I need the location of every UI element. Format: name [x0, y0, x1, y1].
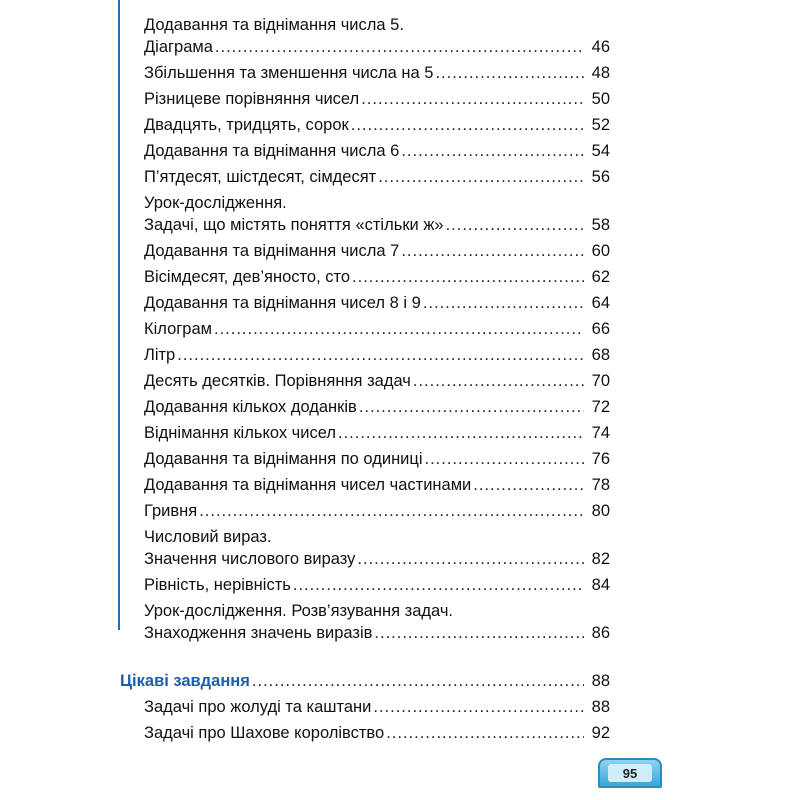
toc-entry[interactable] [144, 114, 610, 136]
toc-entry-line [144, 114, 610, 136]
section-entries [120, 696, 610, 744]
toc-entry-page: 60 [591, 242, 610, 260]
toc-entry[interactable] [144, 722, 610, 744]
toc-entry-title: Задачі про Шахове королівство [144, 724, 385, 742]
toc-entry[interactable] [144, 344, 610, 366]
toc-entry-title: Вісімдесят, дев’яносто, сто [144, 268, 351, 286]
toc-entry-page: 74 [591, 424, 610, 442]
page-number: 95 [608, 764, 652, 782]
toc-entry-page: 68 [591, 346, 610, 364]
toc-entry[interactable] [144, 140, 610, 162]
toc-entry-page: 48 [591, 64, 610, 82]
toc-entry-page: 88 [591, 698, 610, 716]
dot-leader [215, 36, 584, 58]
toc-entry-line [144, 574, 610, 596]
toc-entry[interactable] [144, 318, 610, 340]
toc-entry-line [144, 62, 610, 84]
dot-leader [177, 344, 584, 366]
dot-leader [413, 370, 584, 392]
toc-entry-title: П’ятдесят, шістдесят, сімдесят [144, 168, 377, 186]
toc-entry-line [144, 36, 610, 58]
toc-entry-line [144, 500, 610, 522]
toc-entry-title: Десять десятків. Порівняння задач [144, 372, 411, 390]
toc-entry-page: 52 [591, 116, 610, 134]
section-title: Цікаві завдання [120, 672, 250, 690]
toc-entry[interactable] [144, 696, 610, 718]
toc-entry[interactable] [144, 240, 610, 262]
toc-entry-title: Гривня [144, 502, 198, 520]
toc-entry[interactable] [144, 370, 610, 392]
toc-entry[interactable] [144, 526, 610, 570]
dot-leader [359, 396, 584, 418]
section-heading[interactable] [120, 670, 610, 692]
dot-leader [425, 448, 584, 470]
toc-entry[interactable] [144, 422, 610, 444]
dot-leader [373, 696, 584, 718]
toc-entry[interactable] [144, 574, 610, 596]
toc-entry[interactable] [144, 448, 610, 470]
toc-entry-page: 64 [591, 294, 610, 312]
toc-entry-page: 70 [591, 372, 610, 390]
toc-entry[interactable] [144, 88, 610, 110]
toc-entry-title: Додавання та віднімання чисел 8 і 9 [144, 294, 421, 312]
toc-entry-page: 92 [591, 724, 610, 742]
toc-entry[interactable] [144, 600, 610, 644]
toc-entry-line [144, 548, 610, 570]
toc-entry-title-line: Урок-дослідження. [144, 194, 287, 212]
toc-entry-title: Збільшення та зменшення числа на 5 [144, 64, 434, 82]
toc-entry[interactable] [144, 474, 610, 496]
dot-leader [338, 422, 584, 444]
dot-leader [401, 240, 584, 262]
section-page: 88 [591, 672, 610, 690]
toc-entry-page: 76 [591, 450, 610, 468]
toc-entry-title-line: Додавання та віднімання числа 5. [144, 16, 404, 34]
toc-entry-line [144, 240, 610, 262]
toc-entry-title: Двадцять, тридцять, сорок [144, 116, 349, 134]
toc-entry-line [144, 266, 610, 288]
toc-entry-title-line: Урок-дослідження. Розв’язування задач. [144, 602, 454, 620]
dot-leader [252, 670, 584, 692]
toc-entry-line [144, 370, 610, 392]
toc-entry[interactable] [144, 396, 610, 418]
toc-entry-line [144, 140, 610, 162]
toc-entry-line [144, 318, 610, 340]
toc-entry-title: Додавання та віднімання чисел частинами [144, 476, 472, 494]
toc-entry-title: Діаграма [144, 38, 213, 56]
toc-entry-page: 54 [591, 142, 610, 160]
toc-entry-title: Додавання та віднімання числа 7 [144, 242, 400, 260]
dot-leader [378, 166, 584, 188]
toc-entry-title-line: Числовий вираз. [144, 528, 272, 546]
toc-entry-page: 78 [591, 476, 610, 494]
toc-entry-page: 62 [591, 268, 610, 286]
dot-leader [423, 292, 584, 314]
dot-leader [473, 474, 584, 496]
toc-entry-line [144, 722, 610, 744]
toc-entry-line [144, 474, 610, 496]
toc-entry[interactable] [144, 192, 610, 236]
toc-entries [120, 14, 610, 644]
dot-leader [352, 266, 584, 288]
dot-leader [401, 140, 584, 162]
toc-entry-title: Значення числового виразу [144, 550, 356, 568]
toc-entry-page: 84 [591, 576, 610, 594]
toc-entry[interactable] [144, 292, 610, 314]
toc-entry-title: Рівність, нерівність [144, 576, 291, 594]
toc-entry-line [144, 422, 610, 444]
toc-entry-title: Літр [144, 346, 176, 364]
toc-entry-title: Додавання та віднімання по одиниці [144, 450, 423, 468]
page-number-badge [598, 758, 662, 788]
toc-entry-line [144, 292, 610, 314]
toc-entry-line [144, 696, 610, 718]
toc-entry-line [144, 396, 610, 418]
toc-entry-line [144, 344, 610, 366]
toc-entry-line [144, 622, 610, 644]
toc-entry-title: Додавання та віднімання числа 6 [144, 142, 400, 160]
toc-entry-page: 72 [591, 398, 610, 416]
toc-entry[interactable] [144, 266, 610, 288]
toc-entry-page: 46 [591, 38, 610, 56]
dot-leader [446, 214, 584, 236]
toc-entry-line [144, 214, 610, 236]
toc-entry-page: 66 [591, 320, 610, 338]
toc-entry-title: Задачі про жолуді та каштани [144, 698, 372, 716]
toc-entry[interactable] [144, 166, 610, 188]
toc-entry[interactable] [144, 62, 610, 84]
toc-entry-page: 82 [591, 550, 610, 568]
toc-entry-page: 56 [591, 168, 610, 186]
toc-entry-page: 80 [591, 502, 610, 520]
toc-entry[interactable] [144, 14, 610, 58]
toc-entry-page: 50 [591, 90, 610, 108]
dot-leader [357, 548, 584, 570]
toc-entry-title: Кілограм [144, 320, 212, 338]
toc-entry-line [144, 88, 610, 110]
dot-leader [214, 318, 584, 340]
dot-leader [199, 500, 584, 522]
toc-entry-page: 86 [591, 624, 610, 642]
toc-entry-line [144, 448, 610, 470]
toc-entry-line [144, 166, 610, 188]
toc-entry-title: Різницеве порівняння чисел [144, 90, 360, 108]
dot-leader [293, 574, 584, 596]
dot-leader [386, 722, 584, 744]
dot-leader [374, 622, 584, 644]
toc-entry-title: Віднімання кількох чисел [144, 424, 336, 442]
table-of-contents [120, 14, 610, 748]
toc-entry-page: 58 [591, 216, 610, 234]
dot-leader [435, 62, 584, 84]
toc-entry-title: Задачі, що містять поняття «стільки ж» [144, 216, 444, 234]
toc-entry-title: Додавання кількох доданків [144, 398, 357, 416]
dot-leader [351, 114, 584, 136]
toc-entry-title: Знаходження значень виразів [144, 624, 373, 642]
dot-leader [361, 88, 584, 110]
toc-entry[interactable] [144, 500, 610, 522]
